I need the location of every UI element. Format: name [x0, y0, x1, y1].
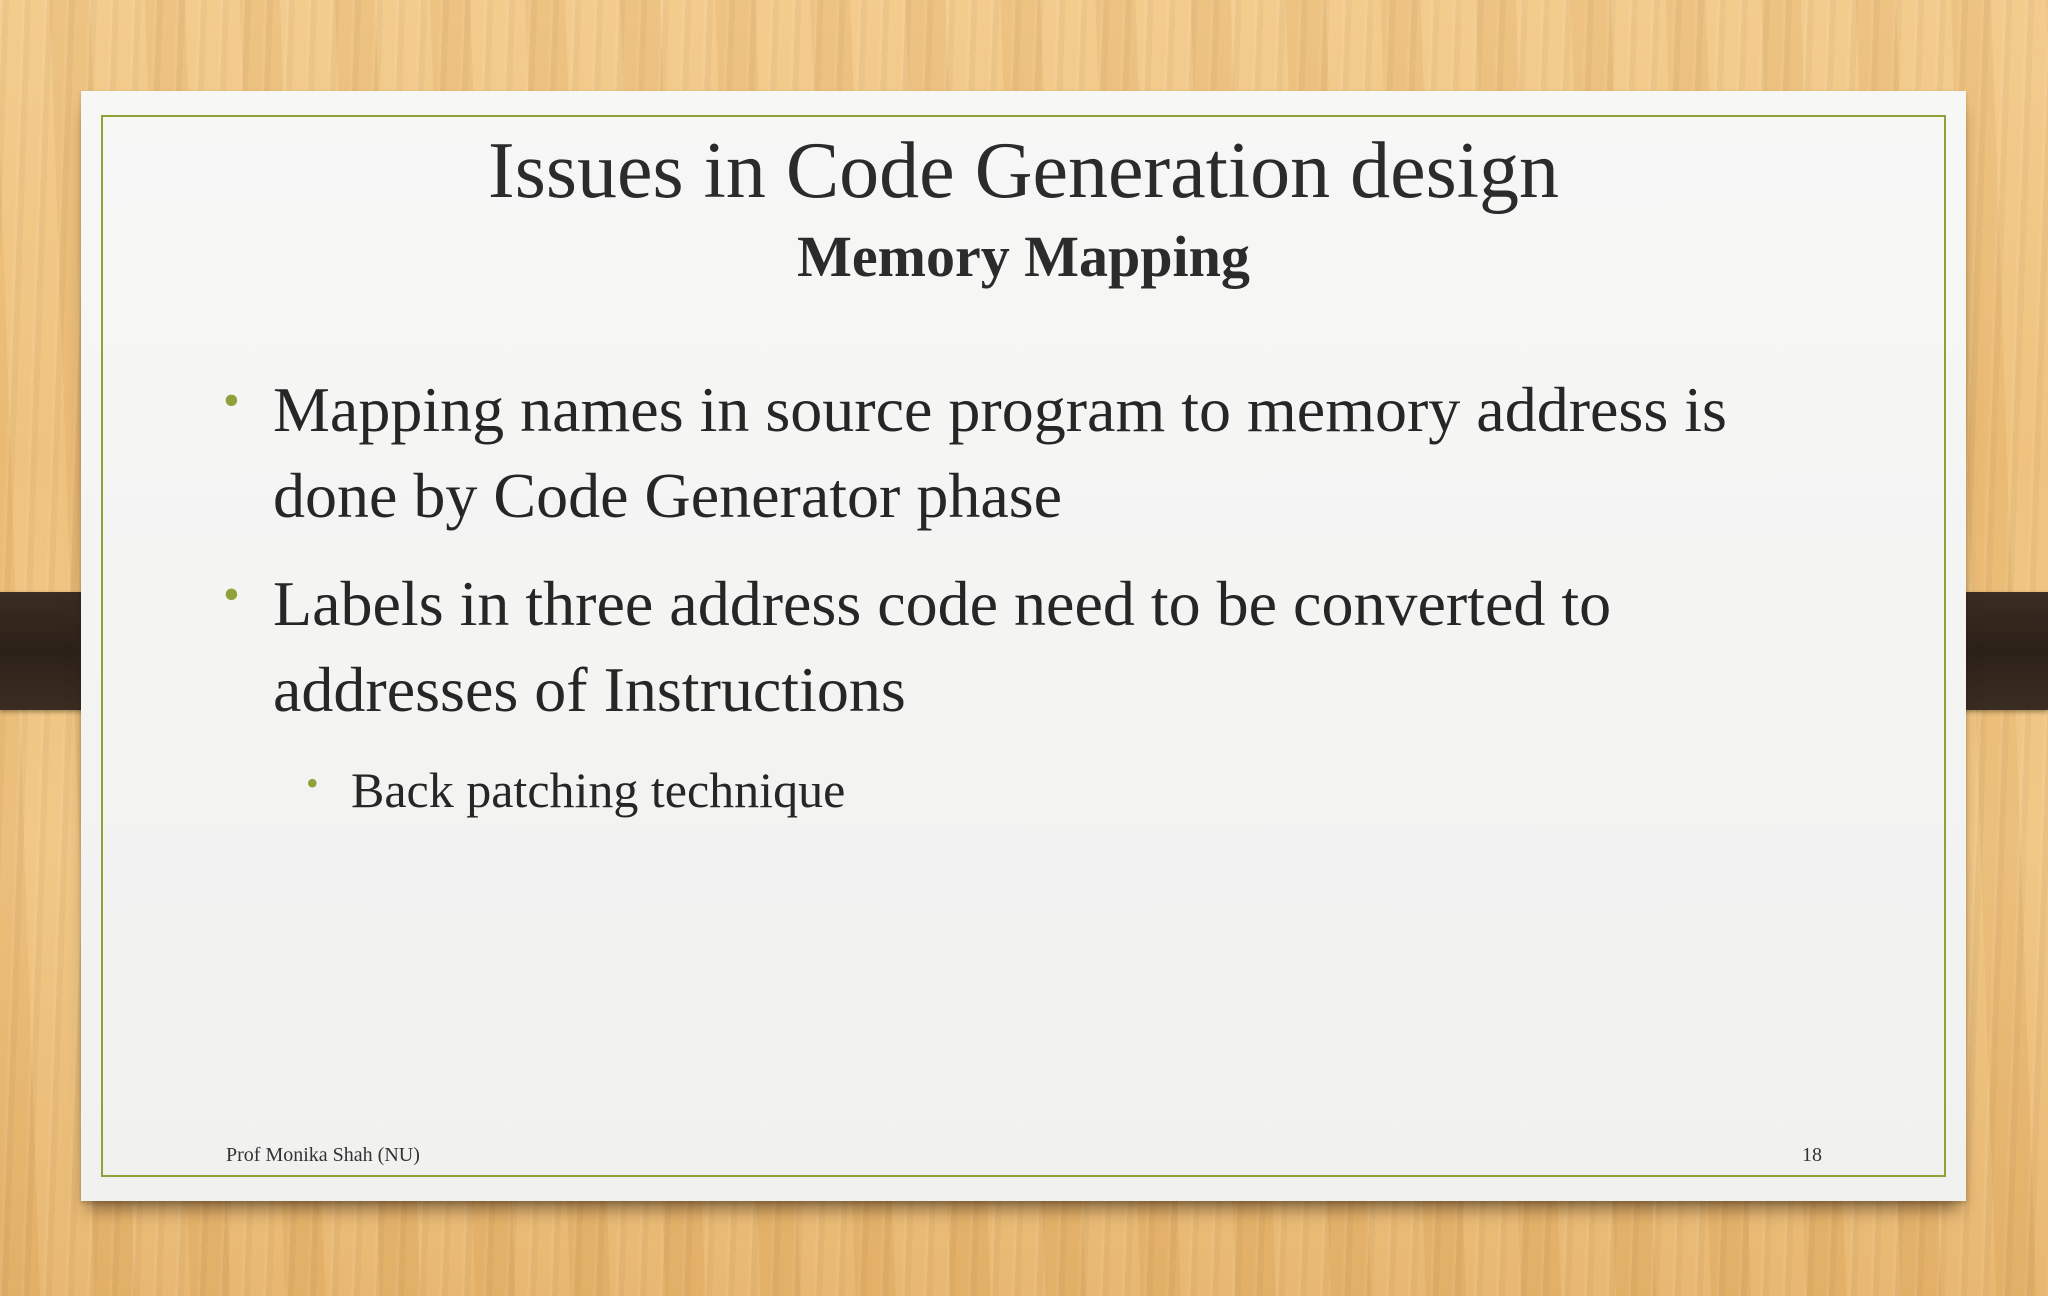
footer-page-number: 18	[1802, 1144, 1822, 1166]
bullet-text: Mapping names in source program to memory address is done by Code Generator phase	[273, 374, 1727, 531]
sub-bullet-text: Back patching technique	[351, 762, 846, 818]
bullet-dot-icon: •	[223, 374, 240, 427]
sub-bullet-dot-icon: •	[306, 763, 319, 803]
bullet-item	[221, 561, 1861, 733]
bullet-text: Labels in three address code need to be converted to addresses of Instructions	[273, 568, 1612, 725]
footer-author: Prof Monika Shah (NU)	[226, 1144, 420, 1166]
slide-title: Issues in Code Generation design	[488, 127, 1559, 215]
bullet-dot-icon: •	[223, 568, 240, 621]
slide-paper	[81, 91, 1966, 1201]
sub-bullet-item	[221, 755, 1861, 825]
slide-subtitle: Memory Mapping	[797, 224, 1250, 289]
bullet-list	[221, 367, 1861, 825]
bullet-item	[221, 367, 1861, 539]
